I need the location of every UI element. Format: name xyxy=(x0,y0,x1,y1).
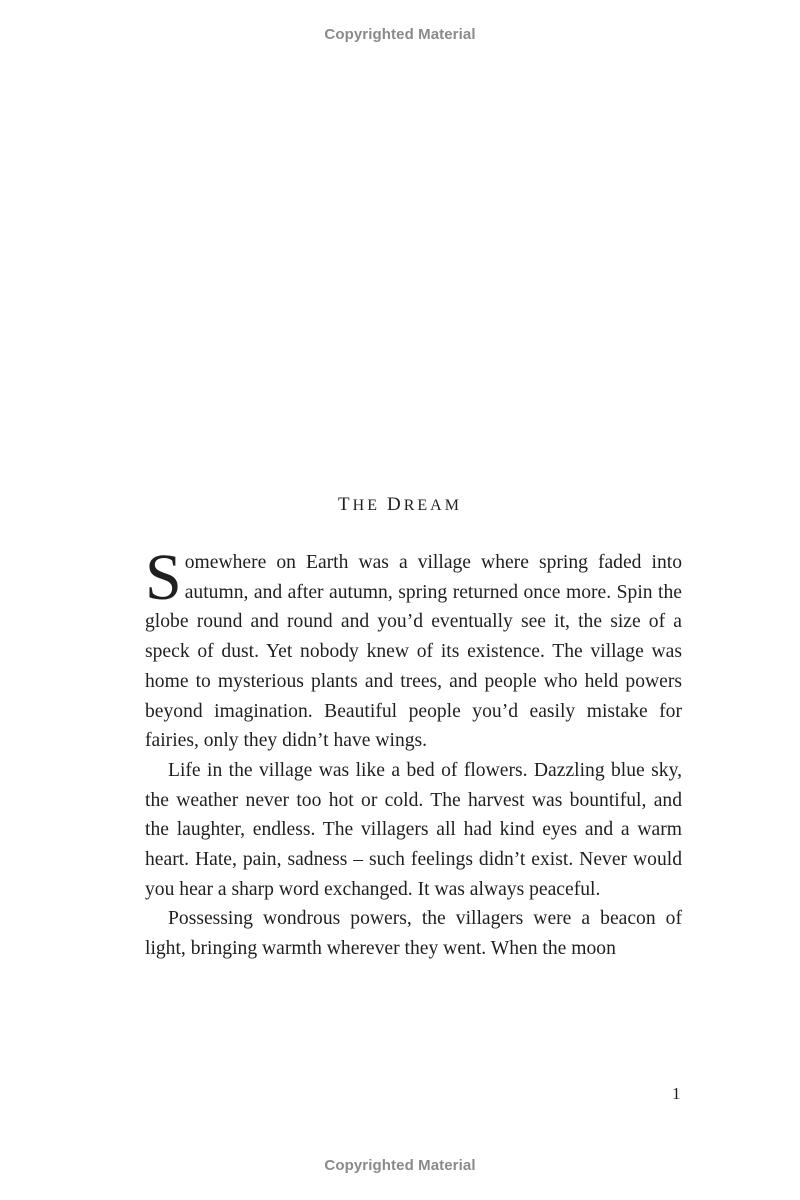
chapter-title-cap-2: D xyxy=(386,494,404,515)
page-number: 1 xyxy=(672,1084,681,1103)
chapter-body xyxy=(145,541,682,964)
paragraph-2: Life in the village was like a bed of flowers. Dazzling blue sky, the weather never too hot or cold. The harvest was bountiful, and the laughter, endless. The villagers all had kind eyes and a warm heart. Hate, pain, sadness – such feelings didn’t exist. Never would you hear a sharp word exchanged. It was always peaceful. xyxy=(145,759,682,900)
paragraph-1-text: omewhere on Earth was a village where spring faded into autumn, and after autumn, spring returned once more. Spin the globe round and round and you’d eventually see it, the size of a speck of dust. Yet nobody knew of its existence. The village was home to mysterious plants and trees, and people who held powers beyond imagination. Beautiful people you’d easily mistake for fairies, only they didn’t have wings. xyxy=(145,552,682,752)
chapter-title xyxy=(0,494,800,516)
copyright-watermark-bottom: Copyrighted Material xyxy=(324,1157,476,1174)
chapter-title-part-2: REAM xyxy=(403,497,462,514)
copyright-watermark-top: Copyrighted Material xyxy=(324,26,476,43)
paragraph-1 xyxy=(145,541,682,756)
chapter-title-part-1: HE xyxy=(352,497,387,514)
paragraph-3: Possessing wondrous powers, the villagers were a beacon of light, bringing warmth wherever they went. When the moon xyxy=(145,908,682,960)
chapter-title-cap-1: T xyxy=(338,494,353,515)
drop-cap: S xyxy=(145,541,182,614)
